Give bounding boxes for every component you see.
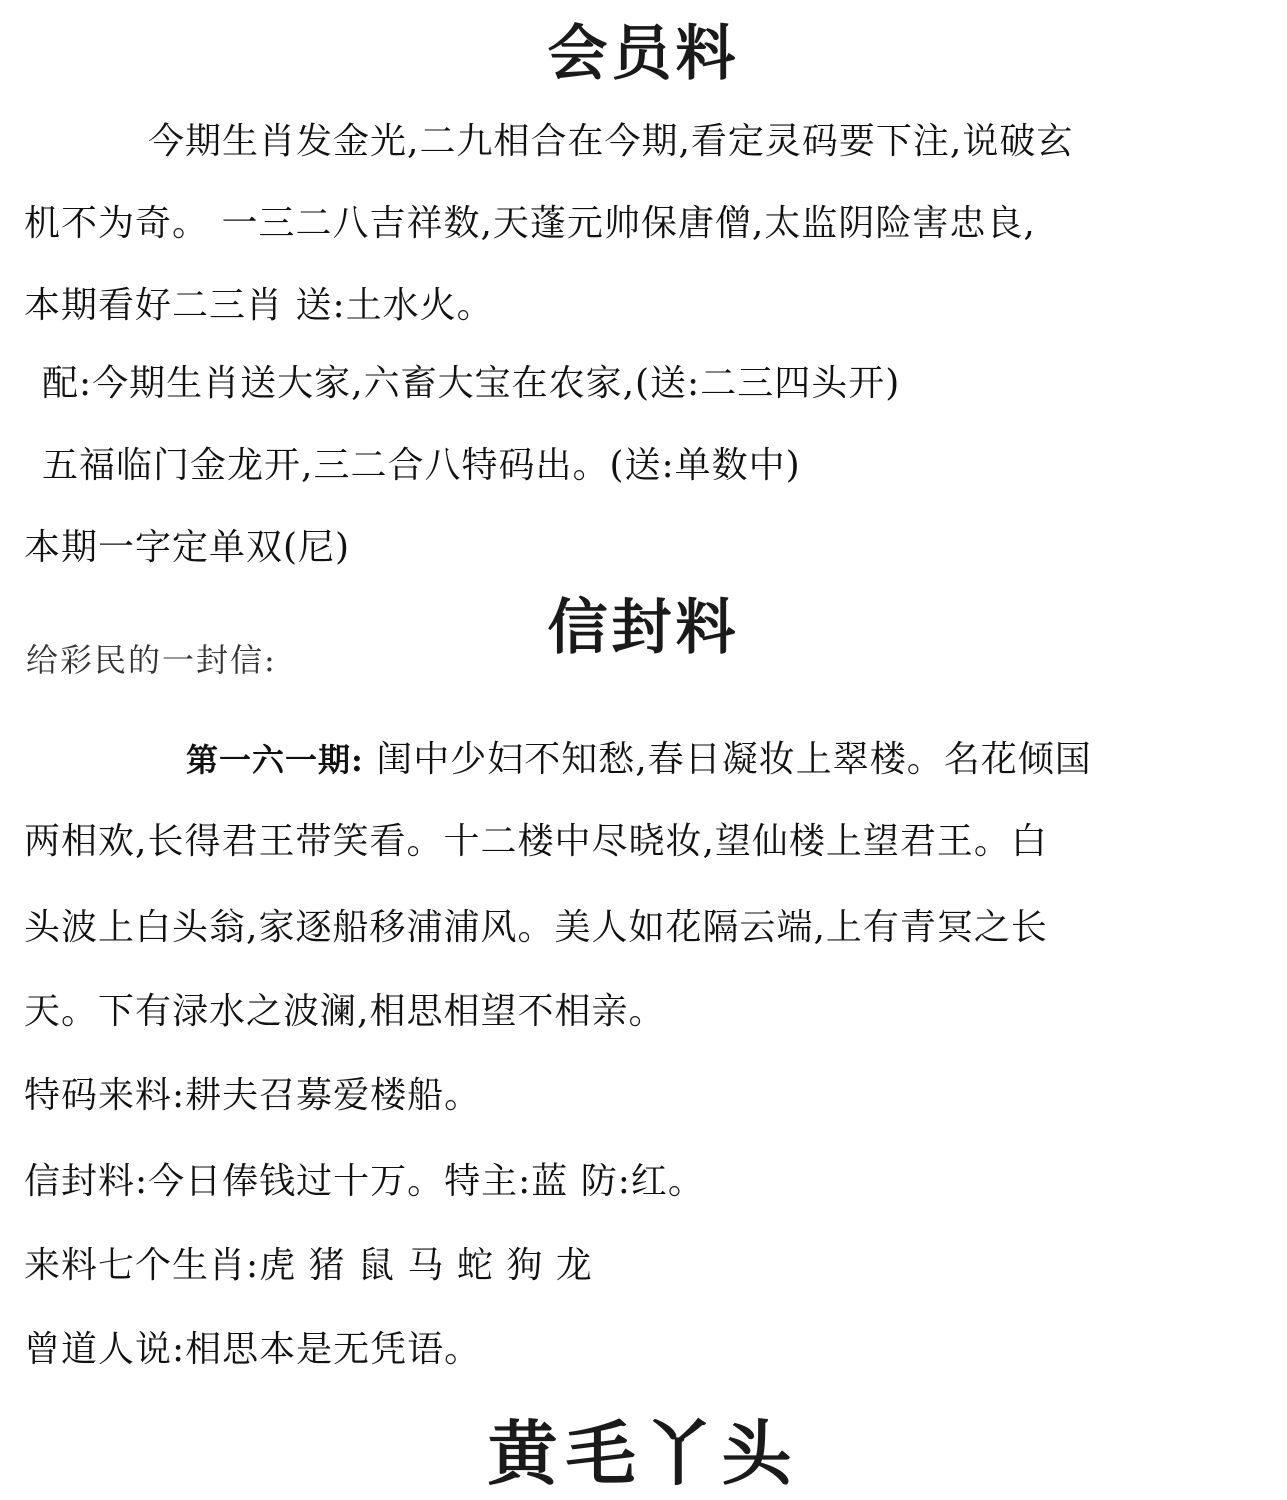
text-line: 天。下有渌水之波澜,相思相望不相亲。 (24, 991, 666, 1032)
text-line: 来料七个生肖:虎 猪 鼠 马 蛇 狗 龙 (24, 1245, 593, 1286)
text-line: 机不为奇。 一三二八吉祥数,天蓬元帅保唐僧,太监阴险害忠良, (24, 203, 1036, 244)
section-title-envelope: 信封料 (547, 593, 740, 663)
period-text: 闺中少妇不知愁,春日凝妆上翠楼。名花倾国 (376, 739, 1092, 780)
text-line: 五福临门金龙开,三二合八特码出。(送:单数中) (42, 445, 801, 486)
period-label: 第一六一期: (186, 741, 364, 779)
section-title-member: 会员料 (547, 19, 740, 89)
text-line: 两相欢,长得君王带笑看。十二楼中尽晓妆,望仙楼上望君王。白 (24, 821, 1048, 862)
section-title-yellow-hair-girl: 黄毛丫头 (487, 1412, 800, 1495)
text-line: 信封料:今日俸钱过十万。特主:蓝 防:红。 (24, 1161, 705, 1202)
text-line: 曾道人说:相思本是无凭语。 (24, 1329, 482, 1370)
letter-subtitle: 给彩民的一封信: (26, 641, 277, 679)
text-line (186, 738, 1092, 782)
text-line: 本期一字定单双(尼) (24, 527, 351, 568)
text-line: 本期看好二三肖 送:土水火。 (24, 285, 494, 326)
text-line: 配:今期生肖送大家,六畜大宝在农家,(送:二三四头开) (42, 363, 901, 404)
text-line: 特码来料:耕夫召募爱楼船。 (24, 1075, 482, 1116)
text-line: 今期生肖发金光,二九相合在今期,看定灵码要下注,说破玄 (148, 121, 1074, 162)
text-line: 头波上白头翁,家逐船移浦浦风。美人如花隔云端,上有青冥之长 (24, 907, 1048, 948)
